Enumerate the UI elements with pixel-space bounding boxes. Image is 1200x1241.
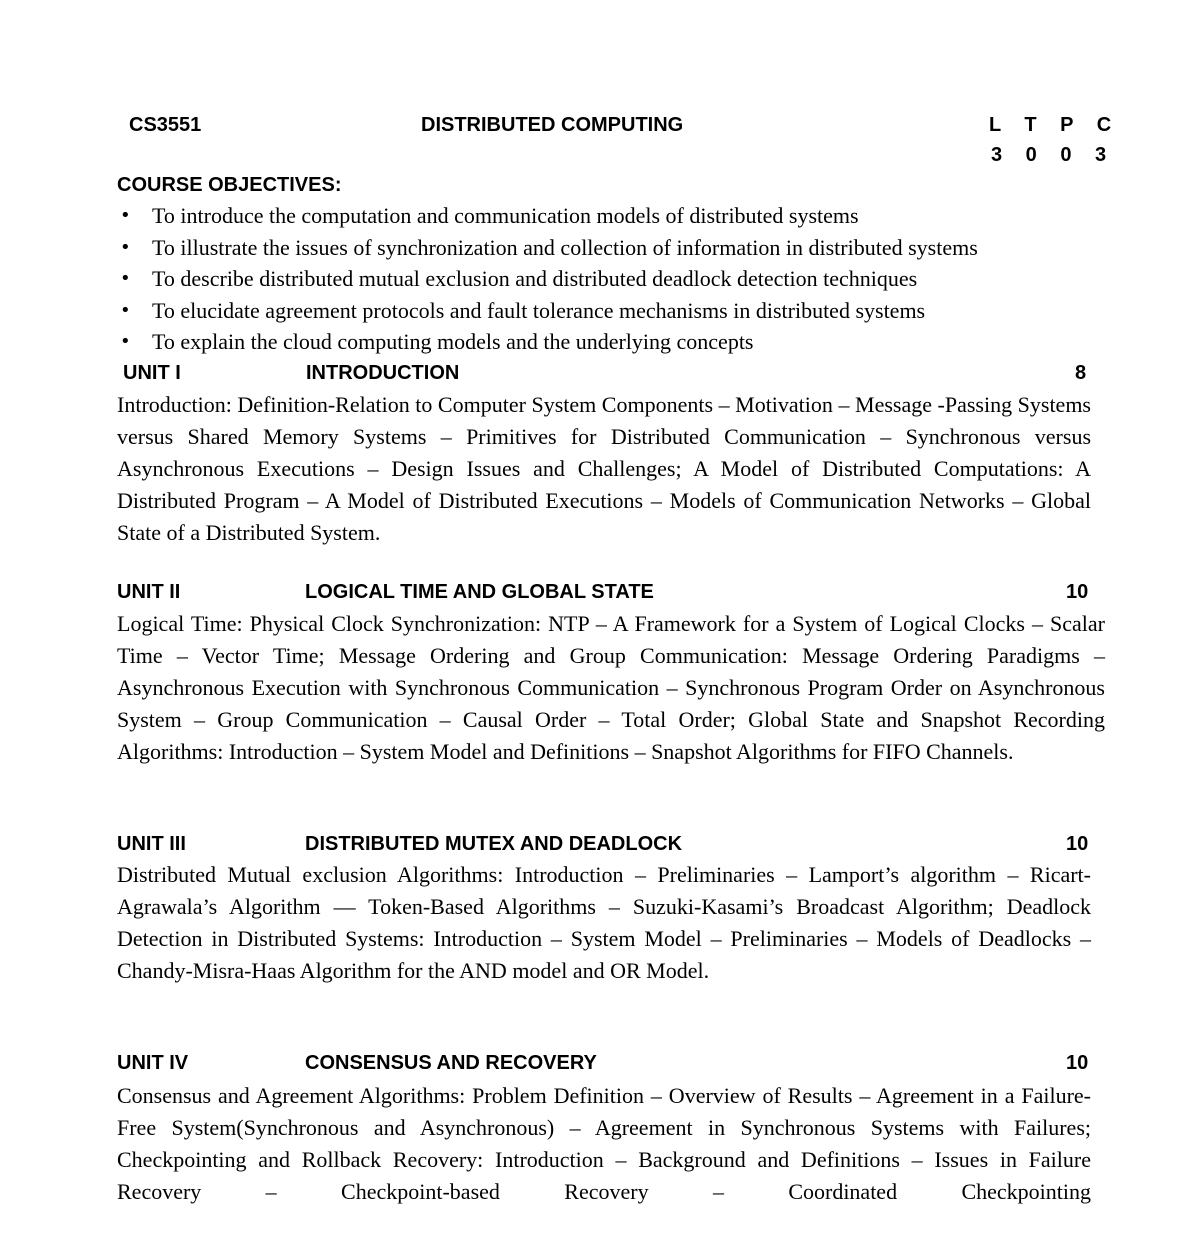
- bullet-icon: •: [120, 205, 131, 226]
- unit-3-label: UNIT III: [117, 833, 186, 855]
- unit-2-content: Logical Time: Physical Clock Synchronization: NTP – A Framework for a System of Logical Clocks – Scalar Time – Vector Time; Message Ordering and Group Communication: Message Ordering Paradigms – Asynchronous Execution with Synchronous Communication – Synchronous Program Order on Asynchronous System – Group Communication – Causal Order – Total Order; Global State and Snapshot Recording Algorithms: Introduction – System Model and Definitions – Snapshot Algorithms for FIFO Channels.: [117, 611, 1105, 764]
- ltpc-values: 3 0 0 3: [991, 144, 1116, 166]
- unit-4-label: UNIT IV: [117, 1052, 189, 1074]
- unit-2-hours: 10: [1066, 581, 1089, 603]
- unit-3-title: DISTRIBUTED MUTEX AND DEADLOCK: [305, 833, 683, 855]
- objective-item: • To elucidate agreement protocols and fault tolerance mechanisms in distributed systems: [117, 295, 1097, 327]
- bullet-icon: •: [120, 268, 131, 289]
- unit-1-label: UNIT I: [123, 362, 181, 384]
- objective-item: • To describe distributed mutual exclusion and distributed deadlock detection techniques: [117, 263, 1097, 295]
- course-title: DISTRIBUTED COMPUTING: [421, 114, 684, 136]
- unit-4-hours: 10: [1066, 1052, 1089, 1074]
- objective-item: • To introduce the computation and communication models of distributed systems: [117, 200, 1097, 232]
- unit-3-hours: 10: [1066, 833, 1089, 855]
- unit-1-hours: 8: [1075, 362, 1087, 384]
- objectives-list: [117, 200, 1097, 358]
- unit-1-title: INTRODUCTION: [306, 362, 460, 384]
- objectives-heading: COURSE OBJECTIVES:: [117, 174, 342, 196]
- objective-item: • To explain the cloud computing models and the underlying concepts: [117, 326, 1097, 358]
- bullet-icon: •: [120, 236, 131, 258]
- unit-1-content: Introduction: Definition-Relation to Computer System Components – Motivation – Message -Passing Systems versus Shared Memory Systems – Primitives for Distributed Communication – Synchronous versus Asynchronous Executions – Design Issues and Challenges; A Model of Distributed Computations: A Distributed Program – A Model of Distributed Executions – Models of Communication Networks – Global State of a Distributed System.: [117, 392, 1091, 545]
- unit-4-content: Consensus and Agreement Algorithms: Problem Definition – Overview of Results – Agreement in a Failure-Free System(Synchronous and Asynchronous) – Agreement in Synchronous Systems with Failures; Checkpointing and Rollback Recovery: Introduction – Background and Definitions – Issues in Failure Recovery – Checkpoint-based Recovery – Coordinated Checkpointing: [117, 1083, 1091, 1204]
- unit-2-label: UNIT II: [117, 581, 181, 603]
- unit-3-content: Distributed Mutual exclusion Algorithms: Introduction – Preliminaries – Lamport’s algorithm – Ricart-Agrawala’s Algorithm –– Token-Based Algorithms – Suzuki-Kasami’s Broadcast Algorithm; Deadlock Detection in Distributed Systems: Introduction – System Model – Preliminaries – Models of Deadlocks – Chandy-Misra-Haas Algorithm for the AND model and OR Model.: [117, 862, 1091, 983]
- course-code: CS3551: [129, 114, 202, 136]
- ltpc-label: L T P C: [989, 114, 1121, 136]
- unit-2-title: LOGICAL TIME AND GLOBAL STATE: [305, 581, 654, 603]
- unit-4-title: CONSENSUS AND RECOVERY: [305, 1052, 597, 1074]
- bullet-icon: •: [120, 331, 131, 352]
- objective-item: • To illustrate the issues of synchronization and collection of information in distributed systems: [117, 232, 1097, 264]
- bullet-icon: •: [120, 299, 131, 321]
